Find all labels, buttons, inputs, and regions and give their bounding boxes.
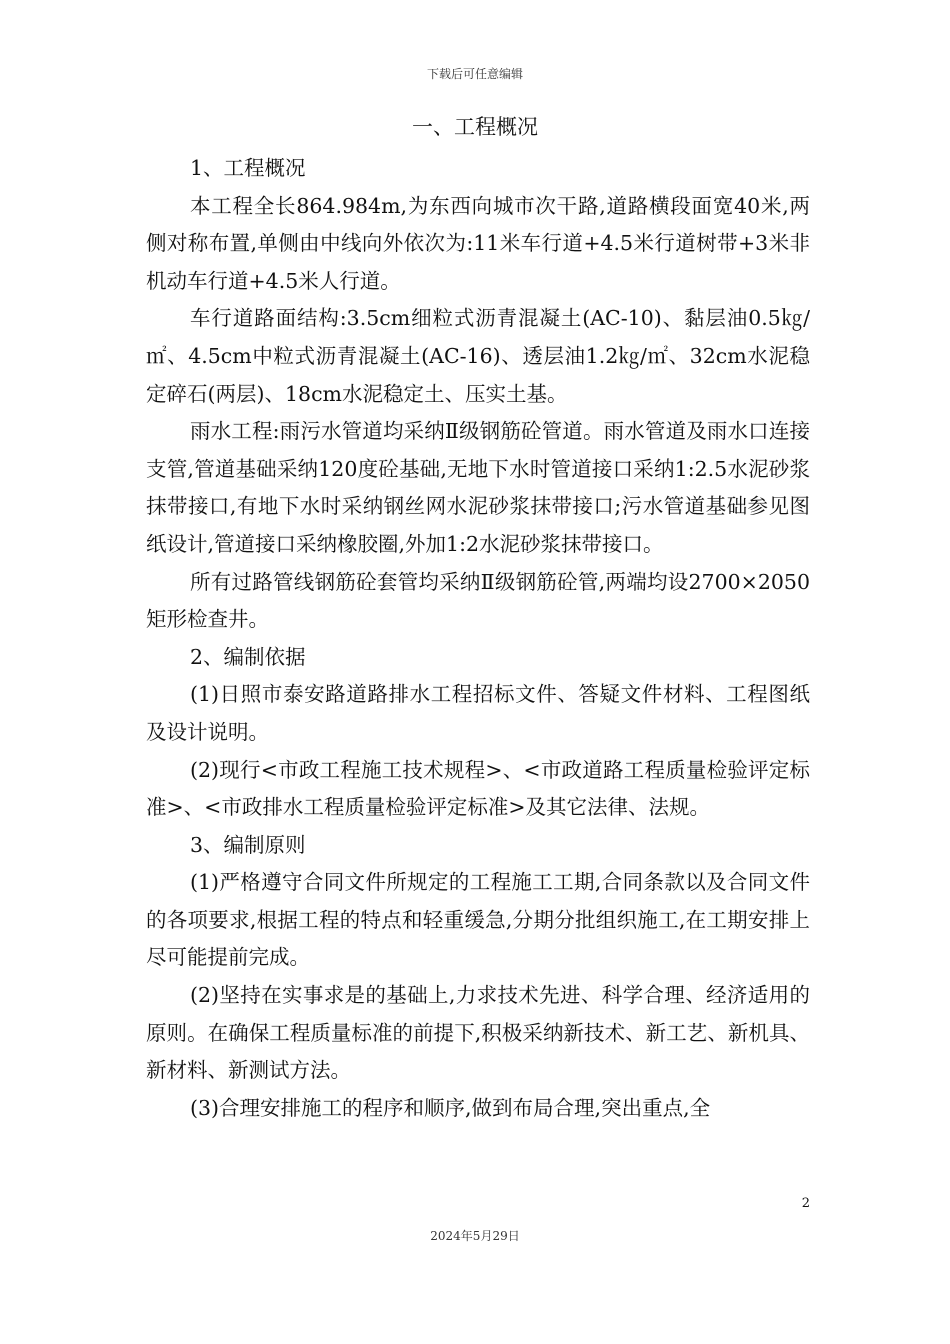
paragraph-principle-3: (3)合理安排施工的程序和顺序,做到布局合理,突出重点,全 — [190, 1095, 711, 1120]
document-body — [146, 150, 810, 1127]
paragraph-principle-2: (2)坚持在实事求是的基础上,力求技术先进、科学合理、经济适用的原则。在确保工程质量标准的前提下,积极采纳新技术、新工艺、新机具、新材料、新测试方法。 — [146, 983, 810, 1083]
paragraph-basis-2: (2)现行<市政工程施工技术规程>、<市政道路工程质量检验评定标准>、<市政排水工程质量检验评定标准>及其它法律、法规。 — [146, 757, 810, 820]
paragraph-pavement-structure: 车行道路面结构:3.5cm细粒式沥青混凝土(AC-10)、黏层油0.5㎏/㎡、4.5cm中粒式沥青混凝土(AC-16)、透层油1.2㎏/㎡、32cm水泥稳定碎石(两层)、18cm水泥稳定土、压实土基。 — [146, 306, 810, 406]
page-number: 2 — [801, 1196, 810, 1211]
subsection-heading-overview: 1、工程概况 — [190, 156, 306, 180]
paragraph-project-length: 本工程全长864.984m,为东西向城市次干路,道路横段面宽40米,两侧对称布置,单侧由中线向外依次为:11米车行道+4.5米行道树带+3米非机动车行道+4.5米人行道。 — [146, 193, 810, 293]
page-header-note: 下载后可任意编辑 — [426, 67, 523, 81]
subsection-heading-basis: 2、编制依据 — [190, 644, 306, 669]
subsection-heading-principles: 3、编制原则 — [190, 832, 306, 857]
page-footer-date: 2024年5月29日 — [430, 1229, 520, 1243]
paragraph-basis-1: (1)日照市泰安路道路排水工程招标文件、答疑文件材料、工程图纸及设计说明。 — [146, 682, 810, 744]
section-title: 一、工程概况 — [412, 115, 538, 139]
paragraph-rainwater-works: 雨水工程:雨污水管道均采纳Ⅱ级钢筋砼管道。雨水管道及雨水口连接支管,管道基础采纳120度砼基础,无地下水时管道接口采纳1:2.5水泥砂浆抹带接口,有地下水时采纳钢丝网水泥砂浆抹带接口;污水管道基础参见图纸设计,管道接口采纳橡胶圈,外加1:2水泥砂浆抹带接口。 — [146, 419, 810, 556]
paragraph-principle-1: (1)严格遵守合同文件所规定的工程施工工期,合同条款以及合同文件的各项要求,根据工程的特点和轻重缓急,分期分批组织施工,在工期安排上尽可能提前完成。 — [146, 870, 810, 970]
paragraph-crossing-pipes: 所有过路管线钢筋砼套管均采纳Ⅱ级钢筋砼管,两端均设2700×2050矩形检查井。 — [146, 569, 810, 632]
